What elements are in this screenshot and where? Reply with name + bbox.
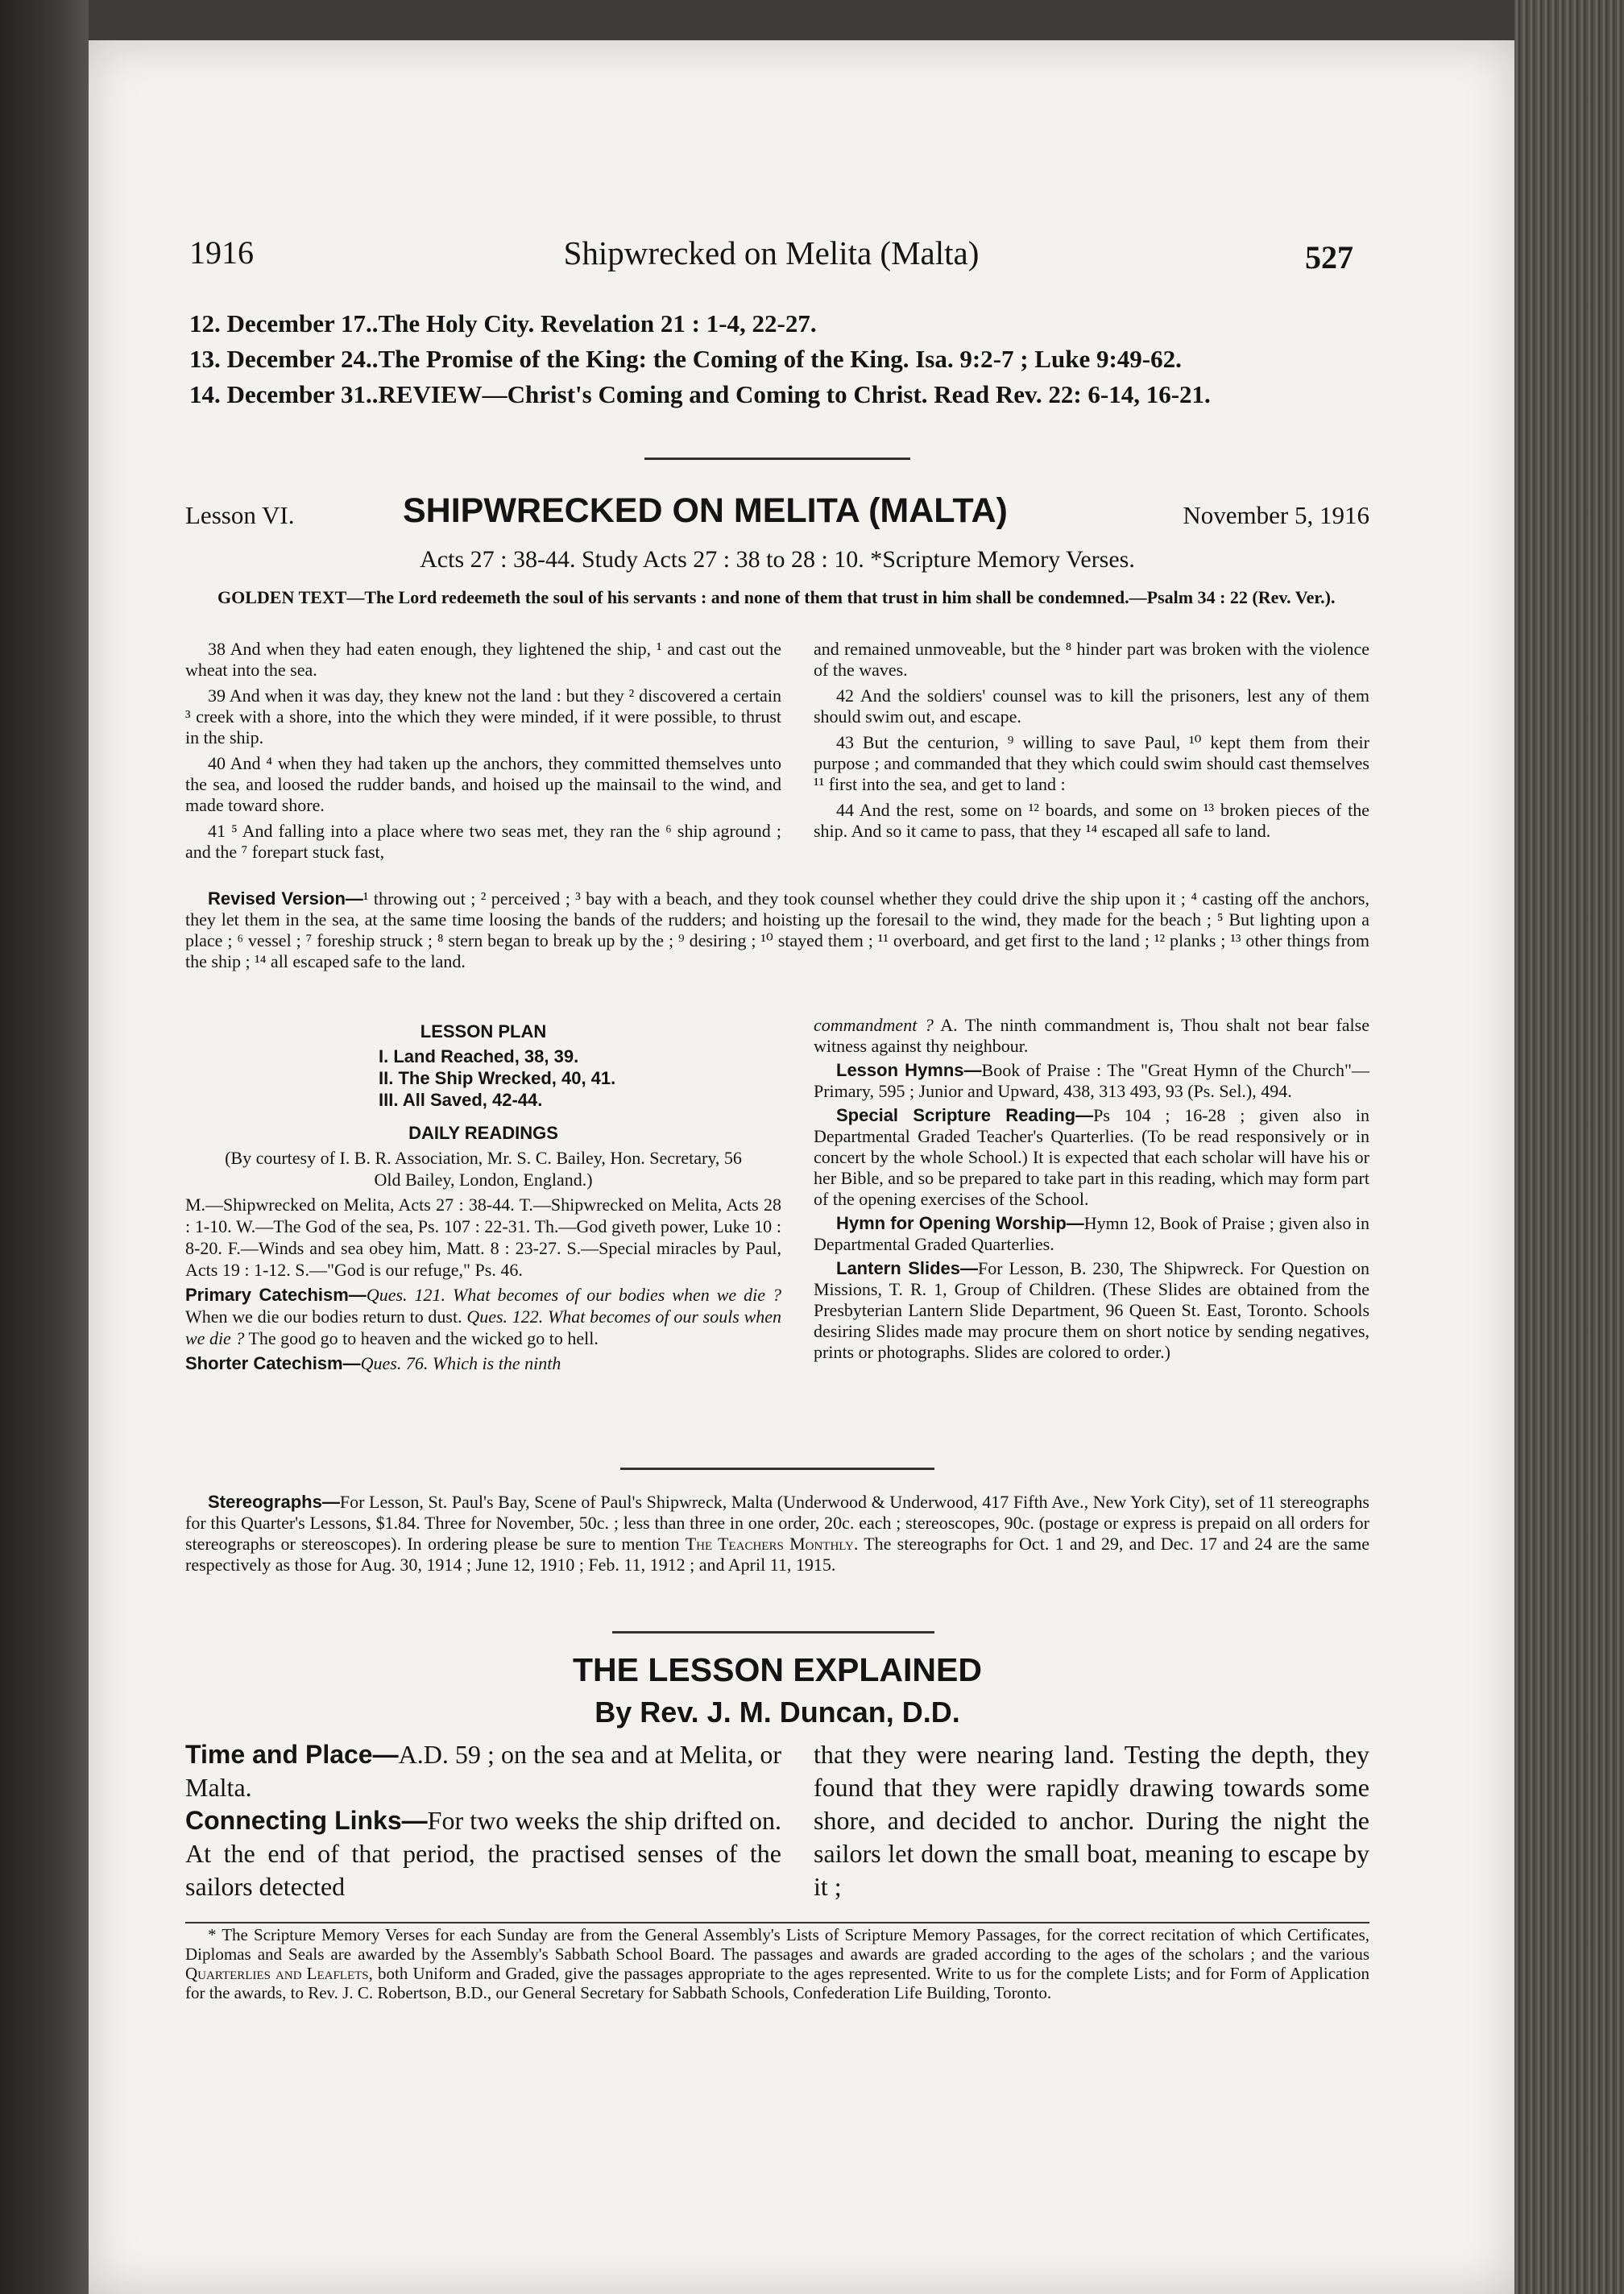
footnote-rule	[185, 1922, 1369, 1923]
section-title: THE LESSON EXPLAINED	[572, 1651, 982, 1688]
lesson-number: Lesson VI.	[185, 501, 295, 529]
footnote: * The Scripture Memory Verses for each Sunday are from the General Assembly's Lists of Scripture Memory Passages, for the correct recitation of which Certificates, Diplomas and Seals are awarded by the Assembly's Sabbath School Board. The passages and awards are graded according to the ages of the scholars ; and the various Quarterlies and Leaflets, both Uniform and Graded, give the passages appropriate to the ages represented. Write to us for the complete Lists; and for Form of Application for the awards, to Rev. J. C. Robertson, B.D., our General Secretary for Sabbath Schools, Confederation Life Building, Toronto.	[185, 1925, 1370, 2002]
scripture-verses-left	[185, 639, 781, 867]
verse: 38 And when they had eaten enough, they lightened the ship, ¹ and cast out the wheat into the sea.	[185, 639, 781, 680]
lesson-schedule	[189, 306, 1357, 412]
verse: 44 And the rest, some on ¹² boards, and some on ¹³ broken pieces of the ship. And so it came to pass, that they ¹⁴ escaped all safe to land.	[814, 800, 1369, 841]
time-and-place: Time and Place—A.D. 59 ; on the sea and at Melita, or Malta.	[185, 1740, 782, 1802]
book-page-edges	[1514, 0, 1624, 2294]
lesson-hymns: Lesson Hymns—Book of Praise : The "Great Hymn of the Church"—Primary, 595 ; Junior and Upward, 438, 313 493, 93 (Ps. Sel.), 494.	[814, 1060, 1369, 1101]
lesson-title: SHIPWRECKED ON MELITA (MALTA)	[403, 491, 1008, 530]
daily-readings-courtesy: (By courtesy of I. B. R. Association, Mr. S. C. Bailey, Hon. Secretary, 56 Old Bailey, London, England.)	[225, 1148, 742, 1190]
page	[89, 40, 1514, 2294]
acts-reference: Acts 27 : 38-44. Study Acts 27 : 38 to 28 : 10. *Scripture Memory Verses.	[420, 546, 1135, 573]
lesson-notes-column	[814, 1015, 1369, 1366]
lesson-explained-heading	[185, 1651, 1369, 1729]
connecting-links: Connecting Links—For two weeks the ship drifted on. At the end of that period, the practised senses of the sailors detected	[185, 1806, 782, 1901]
section-author: By Rev. J. M. Duncan, D.D.	[594, 1696, 960, 1729]
divider	[644, 458, 910, 460]
primary-catechism: Primary Catechism—Ques. 121. What becomes of our bodies when we die ? When we die our bodies return to dust. Ques. 122. What becomes of our souls when we die ? The good go to heaven and the wicked go to hell.	[185, 1285, 782, 1348]
lesson-header	[185, 491, 1369, 540]
verse: 39 And when it was day, they knew not the land : but they ² discovered a certain ³ creek with a shore, into the which they were minded, if it were possible, to thrust in the ship.	[185, 685, 781, 747]
golden-text: GOLDEN TEXT—The Lord redeemeth the soul of his servants : and none of them that trust in him shall be condemned.—Psalm 34 : 22 (Rev. Ver.).	[218, 587, 1336, 607]
verse: 42 And the soldiers' counsel was to kill the prisoners, lest any of them should swim out, and escape.	[814, 685, 1369, 727]
explained-left-column	[185, 1738, 781, 1903]
explained-right-column: that they were nearing land. Testing the depth, they found that they were rapidly drawing towards some shore, and decided to anchor. During the night the sailors let down the small boat, meaning to escape by it ;	[814, 1740, 1369, 1901]
schedule-item: 12. December 17..The Holy City. Revelation 21 : 1-4, 22-27.	[189, 309, 817, 337]
shorter-catechism-answer: commandment ? A. The ninth commandment is, Thou shalt not bear false witness against thy neighbour.	[814, 1015, 1369, 1056]
divider	[620, 1468, 934, 1470]
lesson-plan-column	[185, 1019, 781, 1377]
verse: 43 But the centurion, ⁹ willing to save Paul, ¹⁰ kept them from their purpose ; and commanded that they which could swim should cast themselves ¹¹ first into the sea, and get to land :	[814, 732, 1369, 794]
lesson-plan-item: II. The Ship Wrecked, 40, 41.	[379, 1068, 616, 1088]
verse: and remained unmoveable, but the ⁸ hinder part was broken with the violence of the waves.	[814, 639, 1369, 680]
lantern-slides: Lantern Slides—For Lesson, B. 230, The Shipwreck. For Question on Missions, T. R. 1, Group of Children. (These Slides are obtained from the Presbyterian Lantern Slide Department, 96 Queen St. East, Toronto. Schools desiring Slides made may procure them on short notice by sending negatives, prints or photographs. Slides are colored to order.)	[814, 1258, 1369, 1362]
revised-text: ¹ throwing out ; ² perceived ; ³ bay with a beach, and they took counsel whether they could drive the ship upon it ; ⁴ casting off the anchors, they let them in the sea, at the same time loosing the bands of the rudders; and hoisting up the foresail to the wind, they made for the beach ; ⁵ But lighting upon a place ; ⁶ vessel ; ⁷ foreship struck ; ⁸ stern began to break up by the ; ⁹ desiring ; ¹⁰ stayed them ; ¹¹ overboard, and get first to the land ; ¹² planks ; ¹³ other things from the ship ; ¹⁴ all escaped safe to the land.	[185, 888, 1369, 971]
scripture-verses-right	[814, 639, 1369, 847]
lesson-plan-item: III. All Saved, 42-44.	[379, 1090, 543, 1110]
running-head-year: 1916	[189, 234, 254, 271]
daily-readings-heading: DAILY READINGS	[408, 1123, 558, 1143]
revised-version	[185, 888, 1369, 972]
lesson-date: November 5, 1916	[1183, 501, 1369, 529]
verse: 40 And ⁴ when they had taken up the anchors, they committed themselves unto the sea, and loosed the rudder bands, and hoised up the mainsail to the wind, and made toward shore.	[185, 753, 781, 815]
daily-readings-text: M.—Shipwrecked on Melita, Acts 27 : 38-44. T.—Shipwrecked on Melita, Acts 28 : 1-10. W.—The God of the sea, Ps. 107 : 22-31. Th.—God giveth power, Luke 10 : 8-20. F.—Winds and sea obey him, Matt. 8 : 23-27. S.—Special miracles by Paul, Acts 19 : 1-12. S.—"God is our refuge," Ps. 46.	[185, 1195, 781, 1280]
book-gutter-left	[0, 0, 89, 2294]
divider	[612, 1631, 934, 1634]
running-head	[189, 234, 1353, 282]
verse: 41 ⁵ And falling into a place where two seas met, they ran the ⁶ ship aground ; and the ⁷ forepart stuck fast,	[185, 821, 781, 862]
opening-hymn: Hymn for Opening Worship—Hymn 12, Book of Praise ; given also in Departmental Graded Quarterlies.	[814, 1213, 1370, 1254]
lesson-plan-item: I. Land Reached, 38, 39.	[379, 1046, 579, 1066]
running-head-title: Shipwrecked on Melita (Malta)	[563, 234, 980, 271]
special-scripture-reading: Special Scripture Reading—Ps 104 ; 16-28 ; given also in Departmental Graded Teacher's Quarterlies. (To be read responsively or in concert by the whole School.) It is expected that each scholar will have his or her Bible, and so be prepared to take part in this reading, which may form part of the opening exercises of the School.	[814, 1105, 1370, 1209]
schedule-item: 13. December 24..The Promise of the King: the Coming of the King. Isa. 9:2-7 ; Luke 9:49-62.	[189, 345, 1182, 373]
schedule-item: 14. December 31..REVIEW—Christ's Coming and Coming to Christ. Read Rev. 22: 6-14, 16-21.	[189, 380, 1211, 408]
lesson-plan-heading: LESSON PLAN	[420, 1021, 547, 1041]
page-number: 527	[1305, 239, 1353, 275]
revised-label: Revised Version—	[208, 888, 363, 909]
shorter-catechism: Shorter Catechism—Ques. 76. Which is the ninth	[185, 1353, 561, 1373]
stereographs: Stereographs—For Lesson, St. Paul's Bay, Scene of Paul's Shipwreck, Malta (Underwood & Underwood, 417 Fifth Ave., New York City), set of 11 stereographs for this Quarter's Lessons, $1.84. Three for November, 50c. ; less than three in one order, 20c. each ; stereoscopes, 90c. (postage or express is prepaid on all orders for stereographs or stereoscopes). In ordering please be sure to mention The Teachers Monthly. The stereographs for Oct. 1 and 29, and Dec. 17 and 24 are the same respectively as those for Aug. 30, 1914 ; June 12, 1910 ; Feb. 11, 1912 ; and April 11, 1915.	[185, 1492, 1369, 1575]
